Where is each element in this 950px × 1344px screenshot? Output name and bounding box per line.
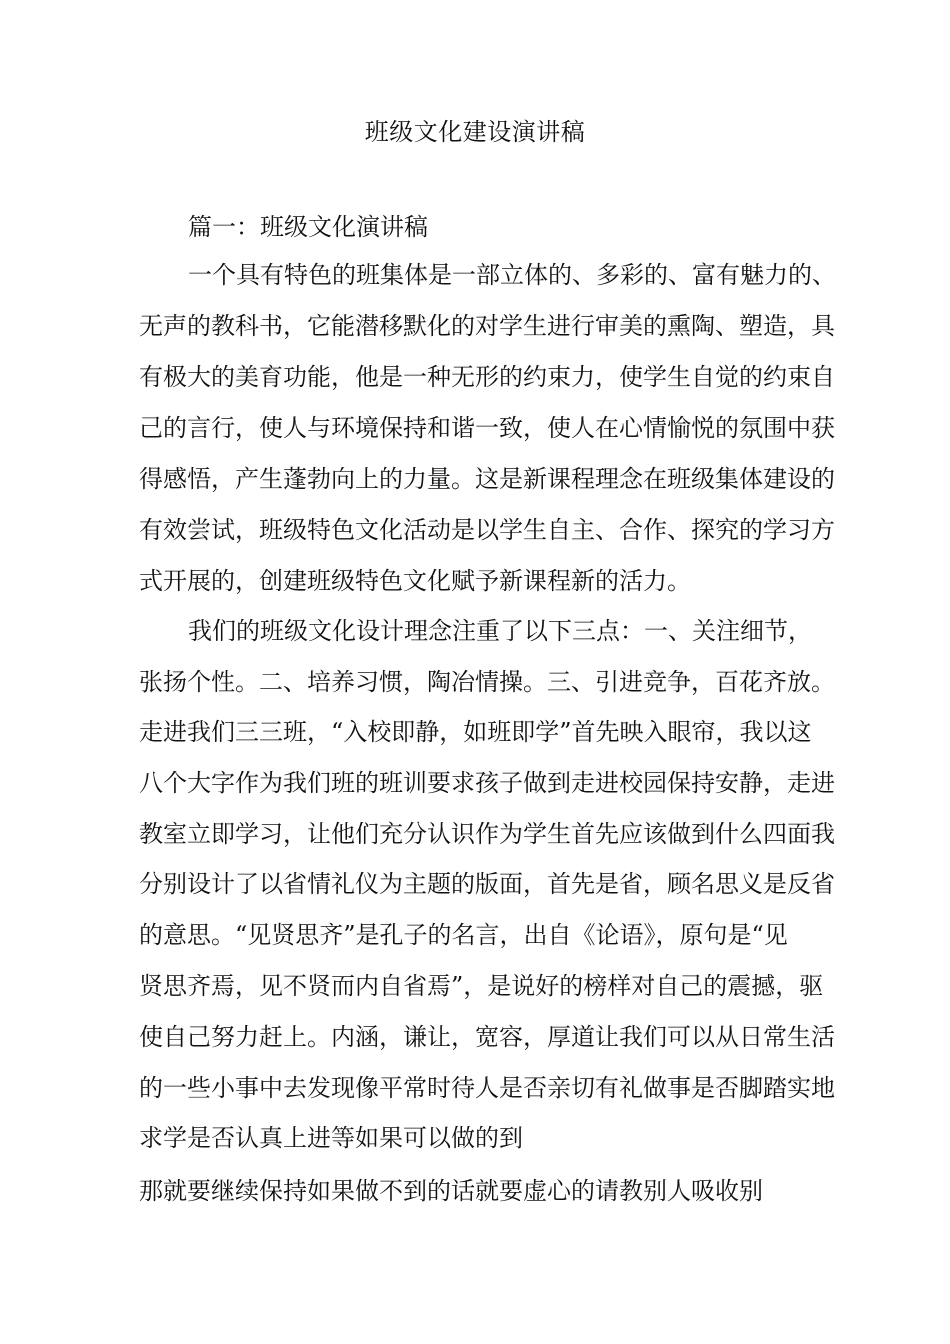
paragraph-line: 求学是否认真上进等如果可以做的到 <box>139 1124 523 1152</box>
paragraph-line: 己的言行，使人与环境保持和谐一致，使人在心情愉悦的氛围中获 <box>139 414 835 442</box>
paragraph-line: 无声的教科书，它能潜移默化的对学生进行审美的熏陶、塑造，具 <box>139 312 835 340</box>
paragraph-line: 八个大字作为我们班的班训要求孩子做到走进校园保持安静，走进 <box>139 769 835 797</box>
paragraph-line: 使自己努力赶上。内涵，谦让，宽容，厚道让我们可以从日常生活 <box>139 1023 835 1051</box>
paragraph-line: 的一些小事中去发现像平常时待人是否亲切有礼做事是否脚踏实地 <box>139 1074 835 1102</box>
paragraph-line: 分别设计了以省情礼仪为主题的版面，首先是省，顾名思义是反省 <box>139 870 835 898</box>
paragraph-line: 式开展的，创建班级特色文化赋予新课程新的活力。 <box>139 567 691 595</box>
paragraph-line: 贤思齐焉，见不贤而内自省焉”，是说好的榜样对自己的震撼，驱 <box>139 972 824 1000</box>
section-heading: 篇一：班级文化演讲稿 <box>188 213 428 241</box>
paragraph-line: 一个具有特色的班集体是一部立体的、多彩的、富有魅力的、 <box>188 261 836 289</box>
paragraph-line: 走进我们三三班，“入校即静，如班即学”首先映入眼帘，我以这 <box>139 718 812 746</box>
paragraph-line: 教室立即学习，让他们充分认识作为学生首先应该做到什么四面我 <box>139 820 835 848</box>
paragraph-line: 有效尝试，班级特色文化活动是以学生自主、合作、探究的学习方 <box>139 516 835 544</box>
paragraph-line: 我们的班级文化设计理念注重了以下三点：一、关注细节， <box>188 617 812 645</box>
document-title: 班级文化建设演讲稿 <box>364 118 586 146</box>
paragraph-line: 那就要继续保持如果做不到的话就要虚心的请教别人吸收别 <box>139 1177 763 1205</box>
paragraph-line: 有极大的美育功能，他是一种无形的约束力，使学生自觉的约束自 <box>139 363 835 391</box>
paragraph-line: 得感悟，产生蓬勃向上的力量。这是新课程理念在班级集体建设的 <box>139 465 835 493</box>
paragraph-line: 的意思。“见贤思齐”是孔子的名言，出自《论语》，原句是“见 <box>139 921 788 949</box>
paragraph-line: 张扬个性。二、培养习惯，陶冶情操。三、引进竞争，百花齐放。 <box>139 668 835 696</box>
